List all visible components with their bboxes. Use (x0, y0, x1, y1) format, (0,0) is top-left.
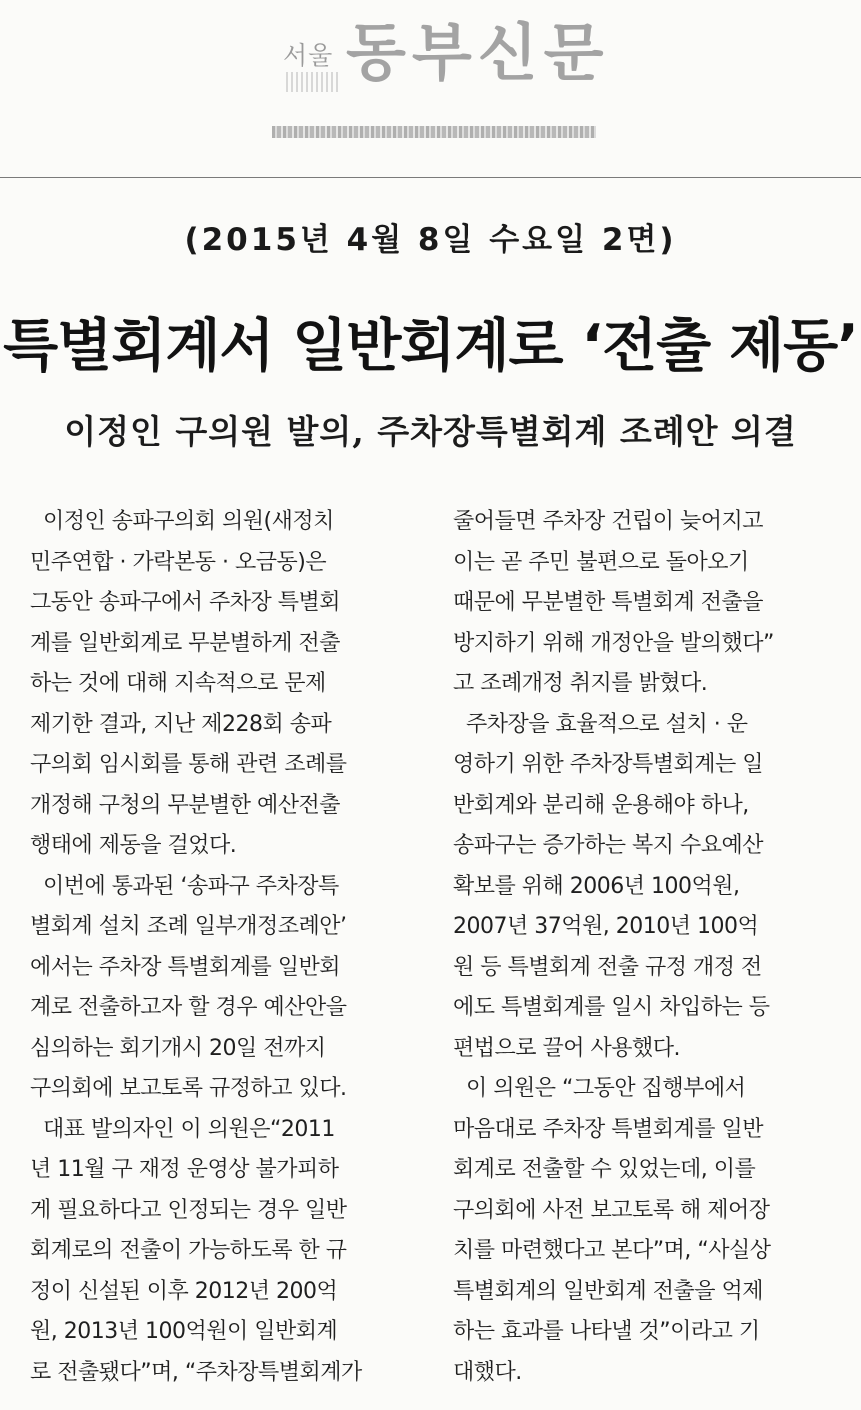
article-text-line: 제기한 결과, 지난 제228회 송파 (30, 711, 332, 737)
newspaper-masthead (0, 0, 861, 178)
article-text-line: 이번에 통과된 ‘송파구 주차장특 (30, 873, 339, 899)
article-headline: 특별회계서 일반회계로 ‘전출 제동’ (3, 313, 858, 379)
article-text-line: 심의하는 회기개시 20일 전까지 (30, 1035, 326, 1061)
article-text-line: 이는 곧 주민 불편으로 돌아오기 (453, 549, 749, 575)
article-text-line: 마음대로 주차장 특별회계를 일반 (453, 1116, 764, 1142)
article-text-line: 민주연합 · 가락본동 · 오금동)은 (30, 549, 327, 575)
article-text-line: 하는 것에 대해 지속적으로 문제 (30, 671, 326, 696)
article-text-line: 년 11월 구 재정 운영상 불가피하 (30, 1157, 339, 1182)
article-text-line: 게 필요하다고 인정되는 경우 일반 (30, 1197, 347, 1223)
article-text-line: 원 등 특별회계 전출 규정 개정 전 (453, 954, 762, 980)
article-text-line: 대표 발의자인 이 의원은“2011 (30, 1116, 335, 1142)
article-text-line: 특별회계의 일반회계 전출을 억제 (453, 1278, 764, 1304)
article-text-line: 행태에 제동을 걸었다. (30, 833, 237, 858)
article-body-left-column (30, 502, 416, 1393)
article-text-line: 반회계와 분리해 운용해야 하나, (453, 792, 749, 818)
article-text-line: 구의회에 사전 보고토록 해 제어장 (453, 1197, 770, 1223)
masthead-logo-small: 서울 (283, 41, 334, 70)
article-text-line: 확보를 위해 2006년 100억원, (453, 873, 740, 899)
article-text-line: 하는 효과를 나타낼 것”이라고 기 (453, 1319, 760, 1344)
article-text-line: 영하기 위한 주차장특별회계는 일 (453, 752, 764, 777)
article-text-line: 그동안 송파구에서 주차장 특별회 (30, 590, 341, 615)
article-text-line: 고 조례개정 취지를 밝혔다. (453, 671, 708, 696)
article-text-line: 회계로의 전출이 가능하도록 한 규 (30, 1238, 347, 1263)
article-text-line: 정이 신설된 이후 2012년 200억 (30, 1278, 338, 1304)
article-text-line: 치를 마련했다고 본다”며, “사실상 (453, 1238, 771, 1263)
article-text-line: 로 전출됐다”며, “주차장특별회계가 (30, 1359, 362, 1385)
article-text-line: 줄어들면 주차장 건립이 늦어지고 (453, 509, 764, 534)
article-body-right-column (453, 502, 839, 1393)
article-text-line: 원, 2013년 100억원이 일반회계 (30, 1319, 338, 1344)
article-text-line: 이 의원은 “그동안 집행부에서 (453, 1076, 746, 1101)
masthead-logo: 동부신문 (346, 16, 610, 89)
article-text-line: 대했다. (453, 1359, 522, 1385)
masthead-divider (0, 177, 861, 178)
masthead-fine-print-texture (286, 72, 340, 92)
article-text-line: 2007년 37억원, 2010년 100억 (453, 914, 759, 939)
article-text-line: 에도 특별회계를 일시 차입하는 등 (453, 995, 770, 1020)
article-text-line: 계로 전출하고자 할 경우 예산안을 (30, 995, 347, 1020)
article-text-line: 별회계 설치 조례 일부개정조례안’ (30, 914, 347, 939)
article-text-line: 편법으로 끌어 사용했다. (453, 1035, 681, 1061)
article-subheadline: 이정인 구의원 발의, 주차장특별회계 조례안 의결 (64, 412, 797, 451)
article-text-line: 에서는 주차장 특별회계를 일반회 (30, 954, 341, 980)
article-text-line: 구의회에 보고토록 규정하고 있다. (30, 1076, 347, 1101)
article-text-line: 구의회 임시회를 통해 관련 조례를 (30, 752, 347, 777)
article-text-line: 이정인 송파구의회 의원(새정치 (30, 509, 334, 534)
article-text-line: 계를 일반회계로 무분별하게 전출 (30, 630, 341, 656)
article-text-line: 주차장을 효율적으로 설치 · 운 (453, 711, 748, 737)
article-text-line: 방지하기 위해 개정안을 발의했다” (453, 630, 774, 656)
article-text-line: 송파구는 증가하는 복지 수요예산 (453, 833, 764, 858)
article-text-line: 회계로 전출할 수 있었는데, 이를 (453, 1157, 756, 1182)
masthead-decorative-band (272, 126, 596, 138)
article-text-line: 개정해 구청의 무분별한 예산전출 (30, 792, 341, 818)
article-text-line: 때문에 무분별한 특별회계 전출을 (453, 590, 764, 615)
publication-dateline: (2015년 4월 8일 수요일 2면) (184, 222, 677, 258)
